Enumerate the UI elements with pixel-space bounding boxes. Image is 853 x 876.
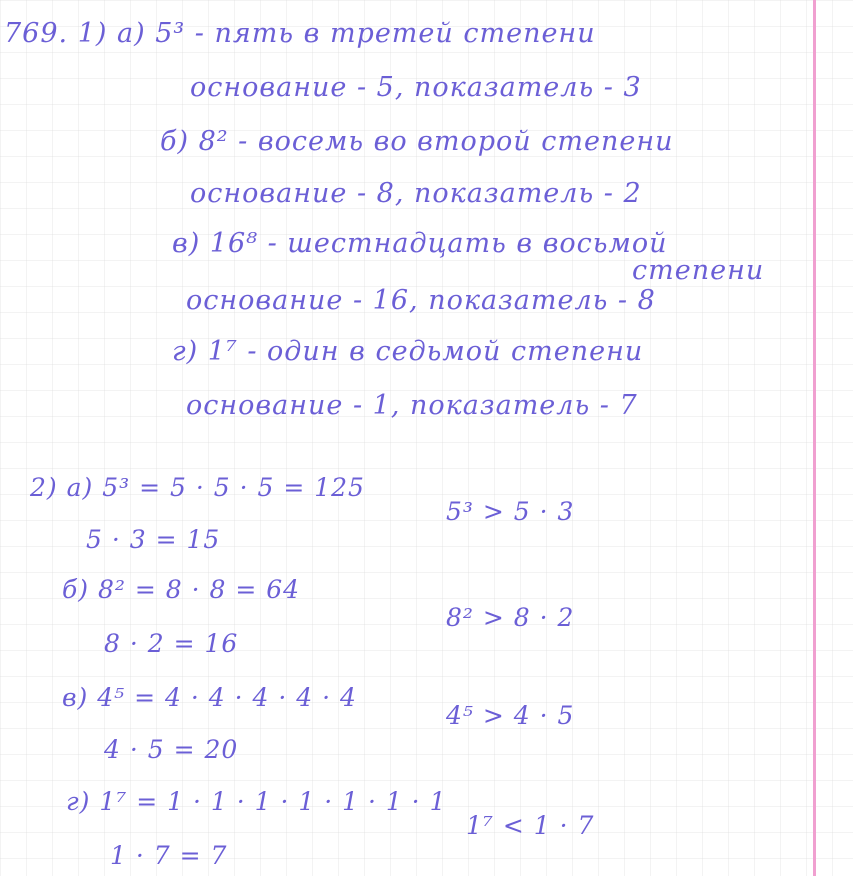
part1-a-detail: основание - 5, показатель - 3 (190, 72, 642, 103)
part1-b-detail: основание - 8, показатель - 2 (190, 178, 642, 209)
part1-v-line: в) 16⁸ - шестнадцать в восьмой (172, 228, 668, 259)
part2-g-compare: 1⁷ < 1 · 7 (466, 811, 595, 840)
part2-a-mult: 5 · 3 = 15 (86, 525, 221, 554)
part2-v-compare: 4⁵ > 4 · 5 (446, 701, 575, 730)
part2-b-calc: б) 8² = 8 · 8 = 64 (62, 575, 301, 604)
part2-v-mult: 4 · 5 = 20 (104, 735, 239, 764)
part2-v-calc: в) 4⁵ = 4 · 4 · 4 · 4 · 4 (62, 683, 357, 712)
part2-g-calc: г) 1⁷ = 1 · 1 · 1 · 1 · 1 · 1 · 1 (66, 787, 447, 816)
part1-v-detail: основание - 16, показатель - 8 (186, 285, 656, 316)
part2-a-calc: 2) а) 5³ = 5 · 5 · 5 = 125 (30, 473, 365, 502)
part2-b-compare: 8² > 8 · 2 (446, 603, 575, 632)
part1-b-line: б) 8² - восемь во второй степени (160, 126, 674, 157)
part2-a-compare: 5³ > 5 · 3 (446, 497, 575, 526)
part1-v-continuation: степени (632, 255, 765, 286)
part2-b-mult: 8 · 2 = 16 (104, 629, 239, 658)
part2-g-mult: 1 · 7 = 7 (110, 841, 228, 870)
margin-line (813, 0, 816, 876)
part1-a-line: 769. 1) а) 5³ - пять в третей степени (4, 18, 596, 49)
part1-g-detail: основание - 1, показатель - 7 (186, 390, 638, 421)
part1-g-line: г) 1⁷ - один в седьмой степени (172, 336, 644, 367)
